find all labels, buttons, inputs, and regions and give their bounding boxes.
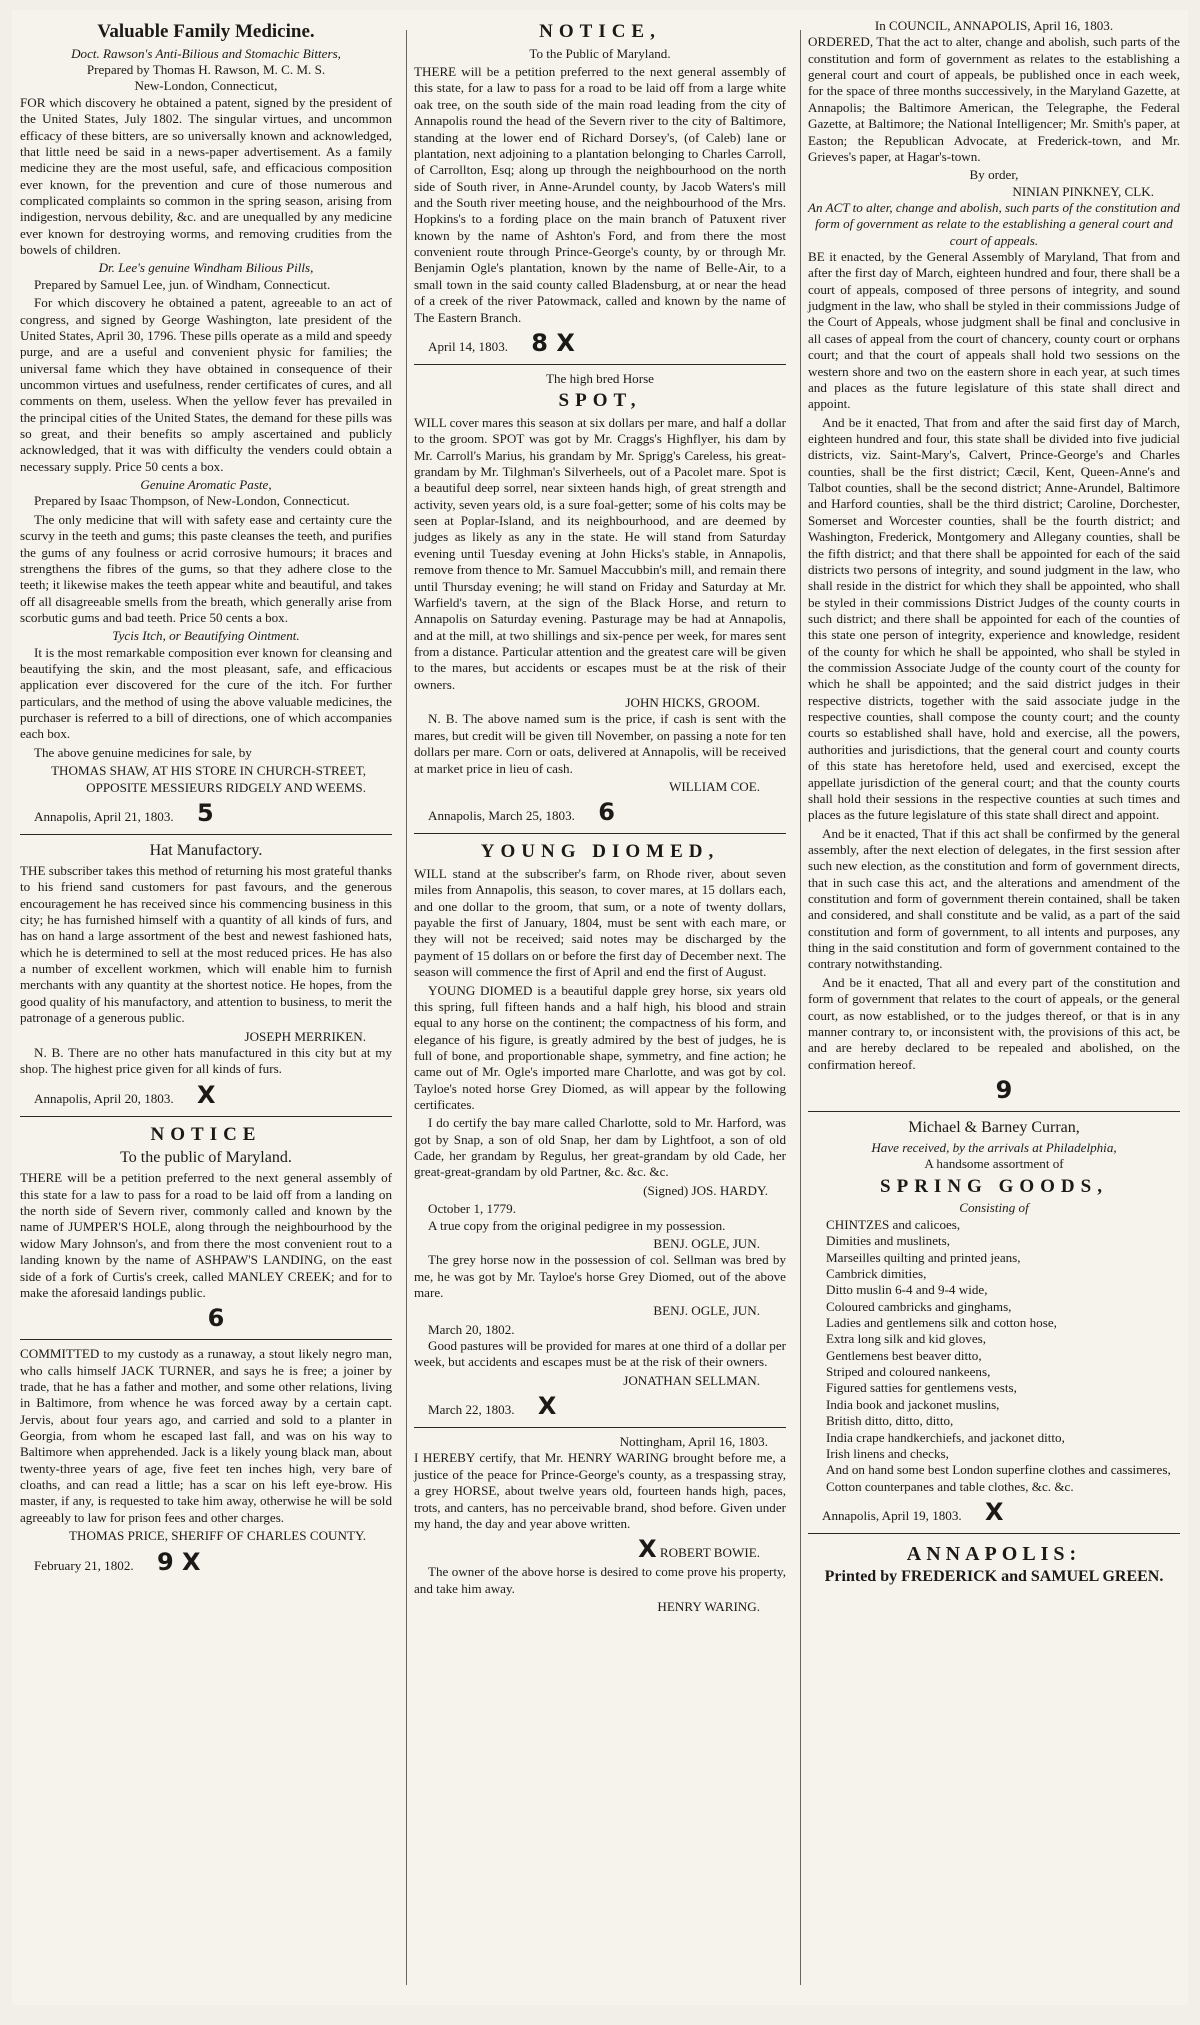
ad-paragraph: Good pastures will be provided for mares at one third of a dollar per week, but accidents and escapes must be at the risk of their owners. (414, 1338, 786, 1370)
ad-paragraph: BE it enacted, by the General Assembly of Maryland, That from and after the first day of March, eighteen hundred and four, there shall be a court of appeals, composed of three persons of integrity, and sound judgment in the law, who shall be styled in their commissions Judge of the Court of Appeals, whose judgment shall be final and conclusive in all cases of appeal from the court of chancery, county court or orphans court; and that the court of appeals shall hold two sessions on the western shore and two on the eastern shore in each year, at such times and places as the future legislature of this state shall direct and appoint. (808, 249, 1180, 412)
ad-paragraph: The owner of the above horse is desired to come prove his property, and take him away. (414, 1564, 786, 1596)
column-2 (414, 18, 786, 1621)
imprint-city: ANNAPOLIS: (906, 1542, 1082, 1565)
ad-date (428, 797, 786, 827)
handwritten-mark: 6 (598, 798, 615, 827)
ad-date (428, 328, 786, 358)
ad-date (428, 1391, 786, 1421)
list-item: Irish linens and checks, (826, 1445, 949, 1461)
list-item: Marseilles quilting and printed jeans, (826, 1249, 1021, 1265)
ad-paragraph: I HEREBY certify, that Mr. HENRY WARING brought before me, a justice of the peace for Prince-George's county, as a trespassing stray, a grey HORSE, about twelve years old, fourteen hands high, paces, trots, and canters, has no perceivable brand, shod before. Given under my hand, the day and year above written. (414, 1450, 786, 1531)
ad-date (34, 798, 392, 828)
list-item: Extra long silk and kid gloves, (826, 1331, 987, 1347)
ad-paragraph: The grey horse now in the possession of col. Sellman was bred by me, he was got by Mr. Tayloe's horse Grey Diomed, out of the above mare. (414, 1252, 786, 1300)
column-3 (808, 18, 1180, 1593)
ad-notice-road (20, 1123, 392, 1334)
list-item: Cotton counterpanes and table clothes, &c. &c. (826, 1478, 1074, 1494)
ad-subtitle: Consisting of (959, 1200, 1029, 1216)
goods-list (808, 1217, 1180, 1495)
divider (20, 834, 392, 835)
divider (808, 1111, 1180, 1112)
list-item: Cambrick dimities, (826, 1265, 927, 1281)
ad-place-date: Nottingham, April 16, 1803. (619, 1434, 768, 1450)
ad-signature: JOHN HICKS, GROOM. (625, 695, 760, 711)
ad-signature: BENJ. OGLE, JUN. (653, 1303, 760, 1319)
ad-subtitle: New-London, Connecticut, (134, 78, 278, 94)
column-rule-1 (406, 30, 407, 1985)
list-item: Ladies and gentlemens silk and cotton hose, (826, 1314, 1057, 1330)
ad-paragraph: N. B. The above named sum is the price, if cash is sent with the mares, but credit will be given till November, on passing a note for ten dollars per mare. Corn or oats, delivered at Annapolis, will be received at market price in lieu of cash. (414, 711, 786, 776)
ad-paragraph: The only medicine that will with safety ease and certainty cure the scurvy in the teeth and gums; this paste cleanses the teeth, and purifies the gums of any foulness or acrid corrosive humours; it braces and strengthens the fibres of the gums, so that they adhere close to the teeth; it likewise makes the teeth appear white and beautiful, and takes off all disagreeable smells from the breath, which generally arise from scorbutic gums and bad teeth. Price 50 cents a box. (20, 511, 392, 625)
ad-signature: HENRY WARING. (657, 1599, 760, 1614)
ad-horse-spot (414, 371, 786, 827)
ad-young-diomed (414, 840, 786, 1421)
ad-title: NOTICE, (539, 21, 661, 42)
list-item: And on hand some best London superfine clothes and cassimeres, (826, 1462, 1171, 1478)
ad-paragraph: It is the most remarkable composition ever known for cleansing and beautifying the skin, and the most pleasant, safe, and efficacious application ever discovered for the cure of the itch. For further particulars, and the method of using the above valuable medicines, the purchaser is referred to a bill of directions, one of which accompanies each box. (20, 644, 392, 742)
ad-paragraph: A true copy from the original pedigree in my possession. (428, 1217, 726, 1233)
list-item: Striped and coloured nankeens, (826, 1364, 991, 1380)
ad-date (34, 1547, 392, 1577)
ad-date: October 1, 1779. (428, 1201, 516, 1217)
ad-paragraph: ORDERED, That the act to alter, change and abolish, such parts of the constitution and form of government as relates to the establishing a general court and court of appeals, be published once in each week, for the space of three months successively, in the Maryland Gazette, at Annapolis; the Baltimore American, the Telegraphe, the Federal Gazette, at Baltimore; the National Intelligencer; Mr. Smith's paper, at Easton; the Republican Advocate, at Frederick-town, and Mr. Grieves's paper, at Hagar's-town. (808, 34, 1180, 164)
ad-paragraph: WILL cover mares this season at six dollars per mare, and half a dollar to the groom. SPOT was got by Mr. Craggs's Highflyer, his dam by Mr. Carroll's Marius, his grandam by Mr. Sprigg's Careless, his great-grandam by Mr. Tilghman's Silverheels, out of a Pacolet mare. Spot is a beautiful deep sorrel, near sixteen hands high, of great strength and activity, seven years old, is a sure foal-getter; some of his colts may be seen at Poplar-Island, and its neighbourhood, and are deemed by judges as likely as any in the state. He will stand from Saturday evening until Tuesday evening at John Hicks's stable, in Annapolis, remove from thence to Mr. Samuel Maccubbin's mill, and remain there until Thursday evening; he will stand on Friday and Saturday at Mr. Warfield's tavern, at the sign of the Black Horse, and return to Annapolis on Saturday evening. Pasturage may be had at Annapolis, and at the mill, at two shillings and six-pence per week, for mares sent from a distance. Particular attention and the greatest care will be given to the mares, but accidents or escapes must be at the risk of their owners. (414, 414, 786, 692)
list-item: Gentlemens best beaver ditto, (826, 1347, 982, 1363)
ad-paragraph: The above genuine medicines for sale, by (34, 744, 252, 760)
ad-signature-text: ROBERT BOWIE. (659, 1545, 760, 1561)
handwritten-mark: 5 (196, 798, 214, 827)
ad-stray-horse (414, 1434, 786, 1615)
ad-subtitle: Have received, by the arrivals at Philadelphia, (871, 1140, 1117, 1155)
ad-signature: NINIAN PINKNEY, CLK. (1012, 183, 1154, 199)
ad-date-text: Annapolis, April 19, 1803. (822, 1507, 962, 1523)
ad-date-text: February 21, 1802. (34, 1557, 134, 1573)
list-item: CHINTZES and calicoes, (826, 1216, 961, 1232)
ad-hat-manufactory (20, 841, 392, 1110)
list-item: British ditto, ditto, ditto, (826, 1413, 954, 1429)
ad-date-text: Annapolis, April 21, 1803. (34, 808, 174, 824)
ad-subtitle: Tycis Itch, or Beautifying Ointment. (112, 628, 300, 644)
ad-paragraph: THERE will be a petition preferred to the next general assembly of this state for a law to pass for a road to be laid off from a landing on the north side of Severn river, commonly called and known by the name of JUMPER'S HOLE, along through the neighbourhood by the widow Mary Johnson's, and from there the most convenient rout to a landing known by the name of ASHPAW'S LANDING, on the east side of a fork of Curtis's creek, called MANLEY CREEK; and for to make the aforesaid landings public. (20, 1170, 392, 1300)
ad-signature: JOSEPH MERRIKEN. (244, 1028, 366, 1044)
ad-paragraph: N. B. There are no other hats manufactured in this city but at my shop. The highest price given for all kinds of furs. (20, 1044, 392, 1077)
handwritten-mark: 6 (207, 1304, 225, 1333)
ad-heading: In COUNCIL, ANNAPOLIS, April 16, 1803. (874, 18, 1114, 33)
ad-paragraph: And be it enacted, That from and after the said first day of March, eighteen hundred and four, this state shall be divided into five judicial districts, viz. Saint-Mary's, Calvert, Prince-George's and Charles counties, shall be the first district; Cæcil, Kent, Queen-Anne's and Talbot counties, shall be the second district; Anne-Arundel, Baltimore and Harford counties, shall be the third district; Caroline, Dorchester, Somerset and Worcester counties, shall be the fourth district; and Washington, Frederick, Montgomery and Allegany counties, shall be the fifth district; and that there shall be appointed for each of the said districts two persons of integrity, and sound judgment in the law, who shall reside in the district for which they shall be appointed, who shall be styled in their commissions District Judges of the county courts in such district; and there shall be appointed for each of the counties of this state one person of integrity, experience and knowledge, resident of the county for which he shall be appointed, who shall be styled in the commission Associate Judge of the county court of the county for which he shall be appointed; and the said district judges in their respective districts, together with the said associate judge in the respective counties, shall compose the county court; and the county courts so established shall have, hold and exercise, all the powers, authorities and jurisdictions, that the general court and county courts of this state has heretofore held, used and exercised, except the appellate jurisdiction of the general court; and that the county courts shall hold their sessions in the respective counties at such times and places as the future legislature of this state shall direct and appoint. (808, 414, 1180, 823)
handwritten-mark: X (984, 1497, 1004, 1526)
ad-paragraph: YOUNG DIOMED is a beautiful dapple grey horse, six years old this spring, full fifteen hands and a half high, his blood and strain equal to any horse on the continent; the compactness of his form, and elegance of his figure, is greatly admired by the best of judges, he is full of bone, and proportionable shape, symmetry, and fine action; he came out of Mr. Ogle's imported mare Charlotte, and was got by col. Tayloe's noted horse Grey Diomed, as will appear by the following certificates. (414, 982, 786, 1113)
ad-paragraph: THE subscriber takes this method of returning his most grateful thanks to his friend sand customers for past favours, and the generous encouragement he has received since his commencing business in this city; he has furnished himself with a quantity of all kinds of furs, and has on hand a large assortment of the best and newest fashioned hats, which he is determined to sell at the most reduced prices. He has also a number of excellent workmen, which will enable him to furnish merchants with any quantity at the shortest notice. He hopes, from the good quality of his manufactory, and attention to business, to merit the patronage of a generous public. (20, 862, 392, 1026)
newspaper-page (12, 10, 1188, 2005)
list-item: Figured satties for gentlemens vests, (826, 1380, 1017, 1396)
list-item: India book and jackonet muslins, (826, 1396, 1000, 1412)
ad-title: SPRING GOODS, (880, 1175, 1108, 1197)
ad-title: Hat Manufactory. (149, 841, 263, 859)
ad-subtitle: Prepared by Thomas H. Rawson, M. C. M. S. (86, 62, 326, 78)
list-item: Ditto muslin 6-4 and 9-4 wide, (826, 1282, 988, 1298)
handwritten-mark: 9 (995, 1076, 1013, 1104)
handwritten-mark: 9 X (156, 1547, 201, 1576)
ad-title: SPOT, (558, 390, 642, 412)
ad-date-text: Annapolis, April 20, 1803. (34, 1090, 174, 1106)
divider (414, 833, 786, 834)
ad-title: NOTICE (150, 1123, 262, 1145)
ad-signature: THOMAS SHAW, AT HIS STORE IN CHURCH-STREET, OPPOSITE MESSIEURS RIDGELY AND WEEMS. (51, 763, 366, 795)
ad-order: By order, (969, 167, 1019, 183)
handwritten-mark: 8 X (531, 328, 575, 357)
ad-title: Michael & Barney Curran, (908, 1119, 1080, 1136)
ad-subtitle: Doct. Rawson's Anti-Bilious and Stomachic Bitters, (71, 45, 341, 61)
ad-paragraph: THERE will be a petition preferred to the next general assembly of this state, for a law to pass for a road to be laid off from a large white oak tree, on the south side of the main road leading from the city of Annapolis round the head of the Severn river to the city of Baltimore, standing at the lower end of Richard Dorsey's, (of Caleb) lane or plantation, next adjoining to a plantation belonging to Charles Carroll, of Carrollton, Esq; along up through the neighbourhood on the north side of South river, in Anne-Arundel county, by Jacob Waters's mill and the South river meeting house, and the neighbourhood of the Mrs. Hopkins's to a fording place on the main branch of Patuxent river known by the name of Ashton's Ford, and from there the most convenient route through Prince-George's county, by or through Mr. Benjamin Ogle's plantation, known by the name of Belle-Air, to a small town in the said county called Bladensburg, at or near the head of a creek of the river Patowmack, called and known by the name of The Eastern Branch. (414, 64, 786, 325)
ad-paragraph: WILL stand at the subscriber's farm, on Rhode river, about seven miles from Annapolis, this season, to cover mares, at 15 dollars each, and one dollar to the groom, that sum, or a note of twenty dollars, payable the first of January, 1804, must be sent with each mare, or they will not be received; said notes may be discharged by the payment of 15 dollars on or before the first day of December next. The season will commence the first of April and end the first of August. (414, 865, 786, 980)
list-item: Coloured cambricks and ginghams, (826, 1298, 1012, 1314)
list-item: Dimities and muslinets, (826, 1233, 951, 1249)
ad-paragraph: FOR which discovery he obtained a patent, signed by the president of the United States, July 1802. The singular virtues, and uncommon efficacy of these bitters, are so universally known and acknowledged, that little need be said in a news-paper advertisement. As a family medicine they are the most useful, safe, and efficacious composition ever known, for the prevention and cure of those numerous and complicated complaints so common in the spring season, arising from indigestion, nervous debility, &c. and are unequalled by any medicine ever known for destroying worms, and removing crudities from the bowels of children. (20, 94, 392, 258)
ad-paragraph: COMMITTED to my custody as a runaway, a stout likely negro man, who calls himself JACK TURNER, and says he is free; a joiner by trade, that he has a father and mother, and some other relations, living in Baltimore, from whence he was forced away by a certain capt. Jervis, about four years ago, and carried and sold to a planter in Georgia, from whom he escaped last fall, and was on his way to Baltimore when apprehended. Jack is a likely young black man, about twenty-three years of age, five feet ten inches high, very bare of cloaths, and can read a little; has a scar on his left eye-brow. His master, if any, is requested to take him away, otherwise he will be sold agreeably to law for prison fees and other charges. (20, 1346, 392, 1525)
ad-signature: JONATHAN SELLMAN. (623, 1372, 760, 1388)
ad-date-text: March 22, 1803. (428, 1402, 515, 1418)
ad-notice-road-2 (414, 20, 786, 358)
handwritten-mark: X (638, 1535, 657, 1564)
ad-paragraph: Prepared by Samuel Lee, jun. of Windham, Connecticut. (34, 276, 331, 292)
ad-date-text: Annapolis, March 25, 1803. (428, 808, 575, 824)
ad-title: Valuable Family Medicine. (97, 21, 315, 42)
ad-signature (414, 1534, 786, 1564)
divider (808, 1533, 1180, 1534)
column-1 (20, 18, 392, 1583)
imprint (808, 1542, 1180, 1587)
ad-date: March 20, 1802. (428, 1321, 515, 1337)
ad-signature: WILLIAM COE. (669, 778, 760, 794)
ad-subtitle: Genuine Aromatic Paste, (140, 477, 272, 493)
ad-signature: (Signed) JOS. HARDY. (643, 1182, 768, 1198)
ad-title: YOUNG DIOMED, (480, 841, 720, 863)
ad-subtitle: To the public of Maryland. (120, 1149, 292, 1167)
ad-signature: THOMAS PRICE, SHERIFF OF CHARLES COUNTY. (69, 1528, 366, 1544)
divider (20, 1116, 392, 1117)
handwritten-mark: X (196, 1080, 216, 1109)
ad-council-act (808, 18, 1180, 1105)
ad-paragraph: And be it enacted, That if this act shall be confirmed by the general assembly, after the next election of delegates, in the first session after such new election, as the constitution and form of government directs, that in such case this act, and the alterations and amendment of the constitution and form of government therein contained, shall be taken and considered, and shall constitute and be valid, as a part of the said constitution and form of government, to all intents and purposes, any thing in the said constitution and form of government contained to the contrary notwithstanding. (808, 825, 1180, 972)
ad-title: The high bred Horse (546, 370, 654, 386)
ad-subtitle: A handsome assortment of (924, 1156, 1064, 1172)
list-item: India crape handkerchiefs, and jackonet ditto, (826, 1429, 1065, 1445)
ad-family-medicine (20, 20, 392, 828)
divider (414, 1427, 786, 1428)
ad-signature: BENJ. OGLE, JUN. (653, 1235, 760, 1251)
ad-date (34, 1080, 392, 1110)
ad-paragraph: And be it enacted, That all and every part of the constitution and form of government that relates to the court of appeals, or the general court, as now established, or to the judges thereof, or that is in any manner contrary to, or inconsistent with, the provisions of this act, be and are hereby declared to be repealed and abolished, on the confirmation hereof. (808, 974, 1180, 1072)
ad-subtitle: Dr. Lee's genuine Windham Bilious Pills, (98, 260, 314, 276)
ad-date (822, 1497, 1180, 1527)
ad-paragraph: I do certify the bay mare called Charlotte, sold to Mr. Harford, was got by Snap, a son of old Snap, her dam by Lightfoot, a son of old Cade, her grandam by Regulus, her great-grandam by old Cade, her great-great-grandam by old Partner, &c. &c. &c. (414, 1115, 786, 1180)
handwritten-mark: X (537, 1392, 557, 1421)
ad-paragraph: Prepared by Isaac Thompson, of New-London, Connecticut. (34, 493, 350, 509)
ad-subtitle: To the Public of Maryland. (529, 45, 671, 61)
divider (414, 364, 786, 365)
column-rule-2 (800, 30, 801, 1985)
ad-paragraph: For which discovery he obtained a patent, agreeable to an act of congress, and signed by George Washington, late president of the United States, April 30, 1796. These pills operate as a mild and speedy purge, and are a useful and convenient physic for families; the universal fame which they have obtained in consequence of their uncommon virtues and usefulness, render certificates of cures, and all comments on them, useless. When the yellow fever has prevailed in the principal cities of the United States, the demand for these pills was so great, and their benefits so amply ascertained and publicly acknowledged, that it was with difficulty the venders could obtain a necessary supply. Price 50 cents a box. (20, 295, 392, 474)
ad-runaway (20, 1346, 392, 1576)
imprint-printer: Printed by FREDERICK and SAMUEL GREEN. (824, 1567, 1164, 1585)
ad-date-text: April 14, 1803. (428, 338, 509, 354)
divider (20, 1339, 392, 1340)
ad-spring-goods (808, 1118, 1180, 1527)
act-title: An ACT to alter, change and abolish, such parts of the constitution and form of government as relate to the establishing a general court and court of appeals. (808, 199, 1180, 248)
